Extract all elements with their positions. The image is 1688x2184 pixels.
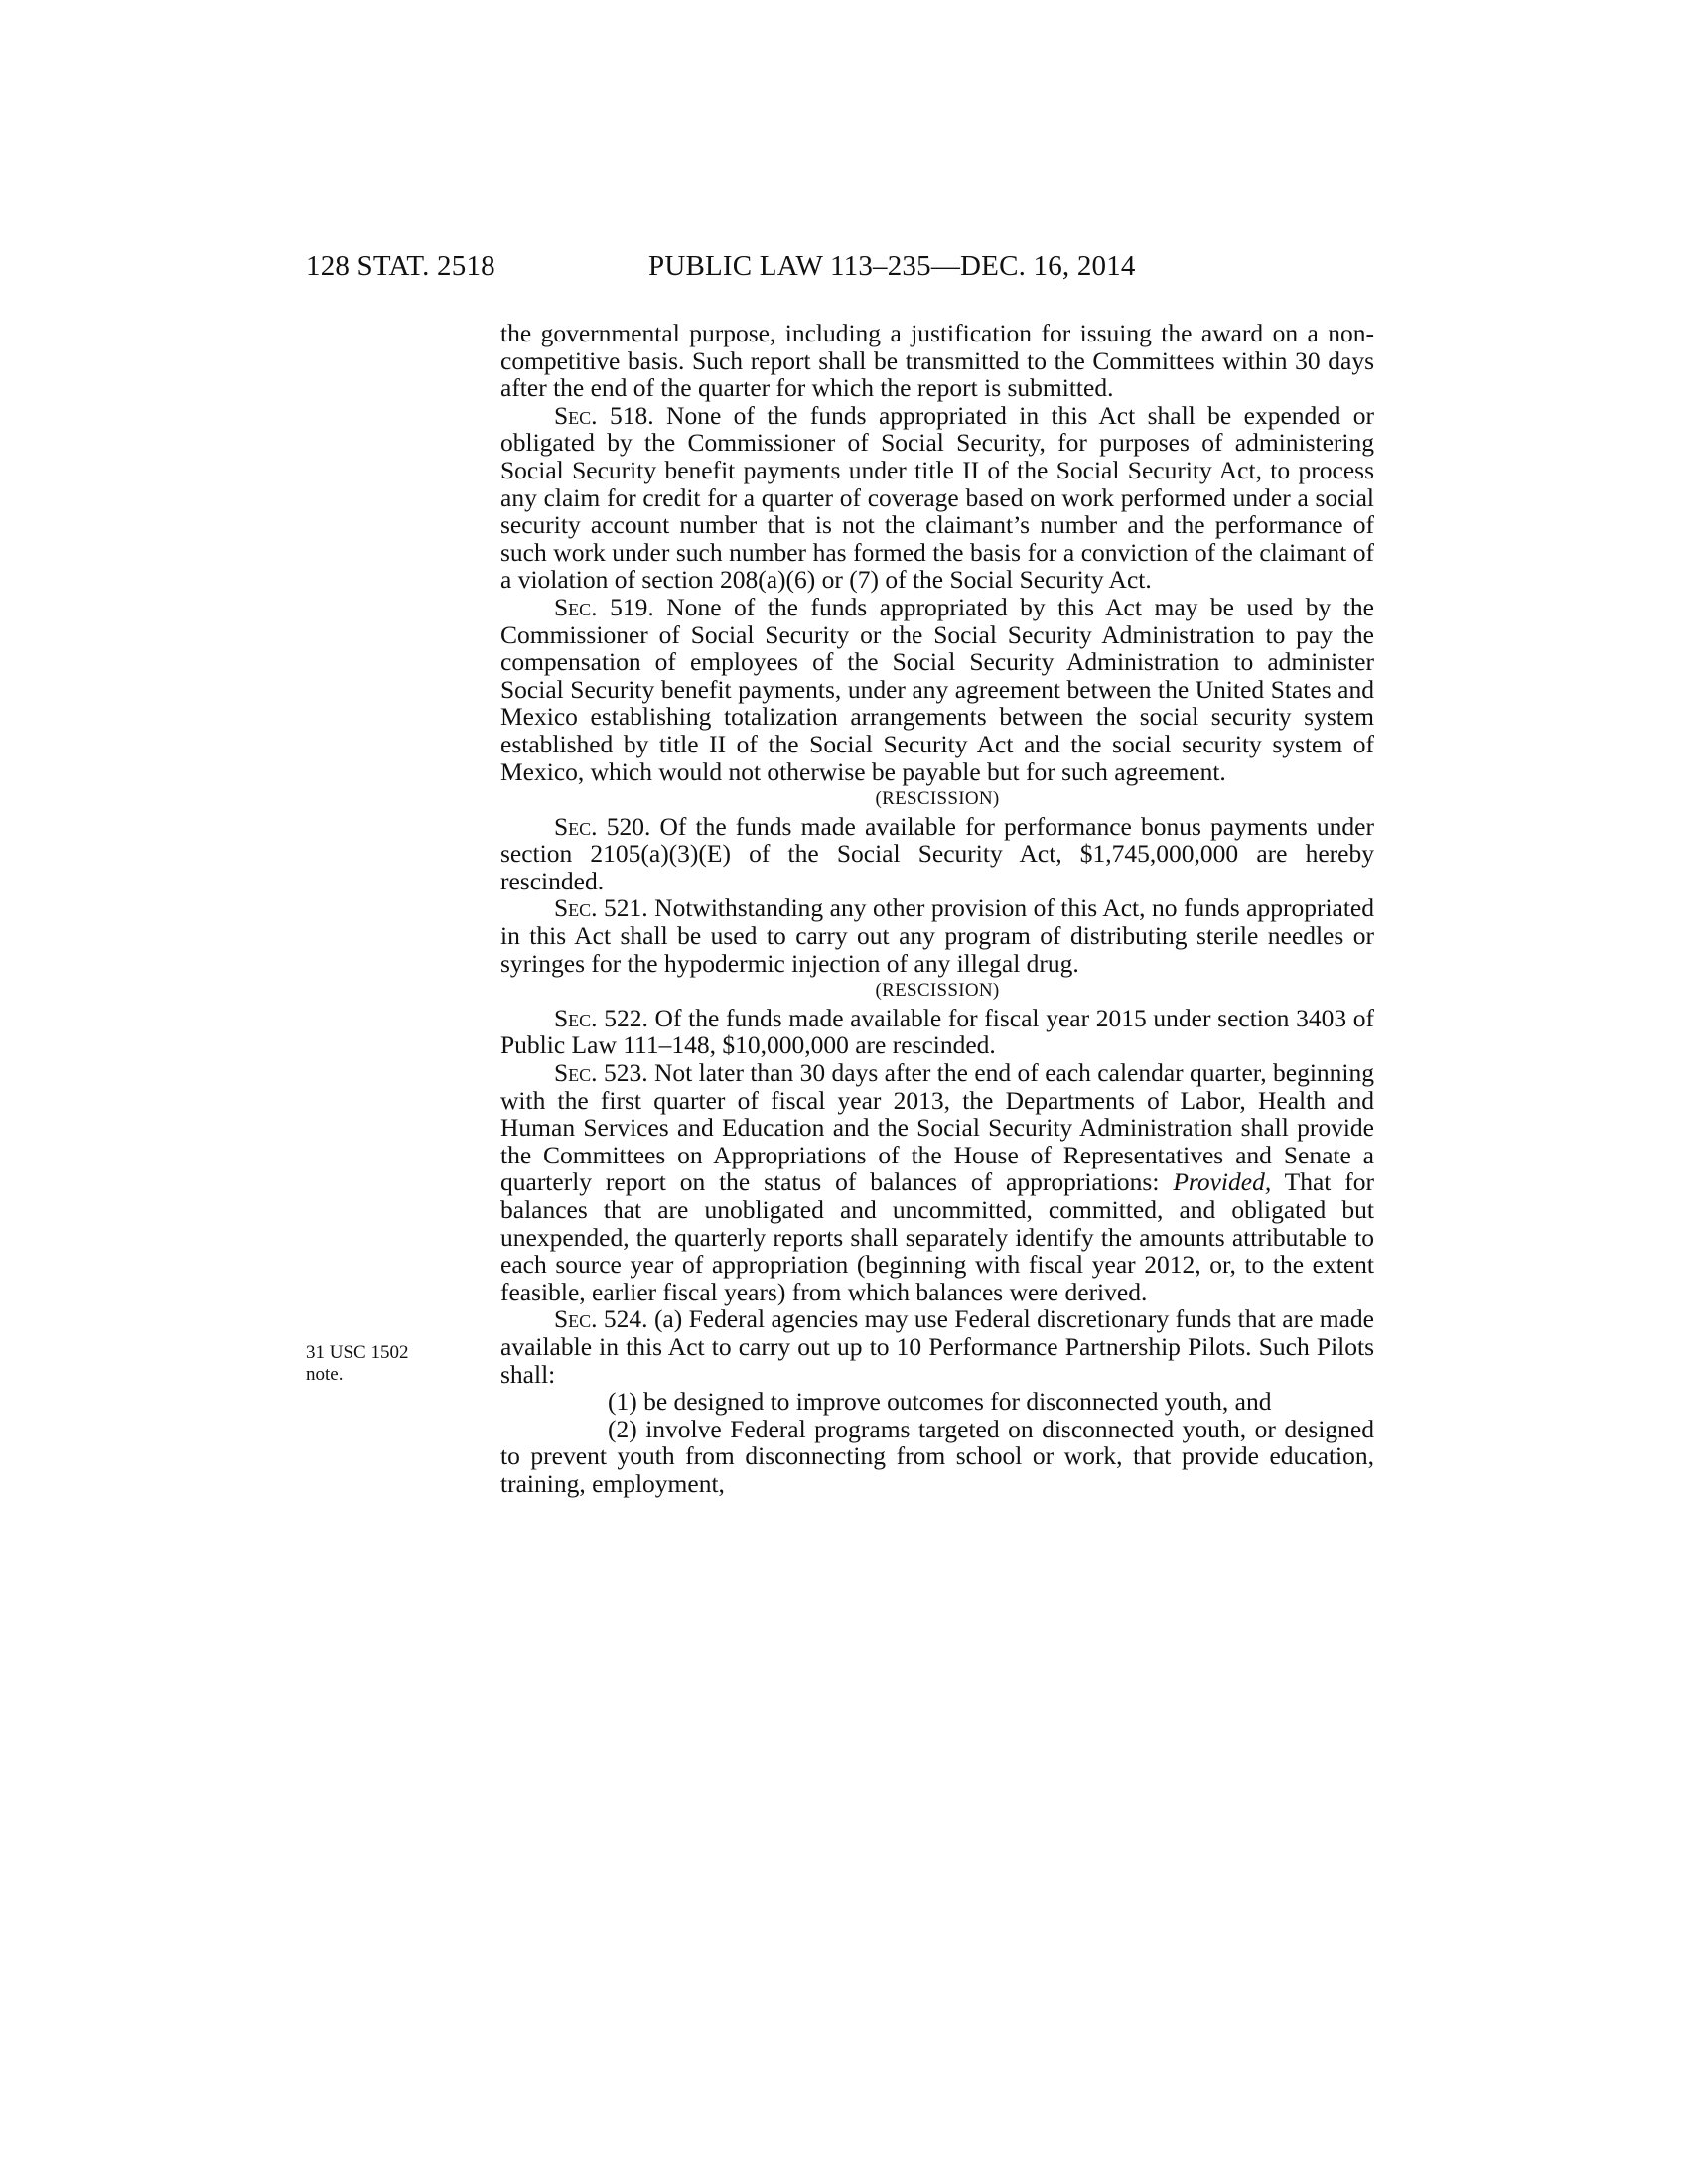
law-title: PUBLIC LAW 113–235—DEC. 16, 2014 — [648, 250, 1136, 282]
section-text: (a) Federal agencies may use Federal discretionary funds that are made available in this Act to carry out up to 10 Performance Partnership Pilots. Such Pilots shall: — [500, 1304, 1374, 1389]
section-521 — [500, 894, 1374, 977]
section-label: Sec. 520. — [554, 811, 651, 841]
rescission-heading: (RESCISSION) — [875, 980, 1000, 1002]
statute-page-reference: 128 STAT. 2518 — [306, 250, 495, 282]
margin-note-label: note. — [306, 1364, 344, 1385]
section-text: Notwithstanding any other provision of this Act, no funds appropriated in this Act shall be used to carry out any program of distributing sterile needles or syringes for the hypodermic injection of any illegal drug. — [500, 893, 1374, 978]
section-text: None of the funds appropriated in this Act shall be expended or obligated by the Commissioner of Social Security, for purposes of administering Social Security benefit payments under title II of the Social Security Act, to process any claim for credit for a quarter of coverage based on work performed under a social security account number that is not the claimant’s number and the performance of such work under such number has formed the basis for a conviction of the claimant of a violation of section 208(a)(6) or (7) of the Social Security Act. — [500, 400, 1374, 595]
section-520 — [500, 813, 1374, 895]
section-label: Sec. 524. — [554, 1304, 648, 1334]
margin-note — [306, 1342, 445, 1386]
section-label: Sec. 518. — [554, 400, 654, 430]
section-518 — [500, 402, 1374, 594]
list-item-1: (1) be designed to improve outcomes for disconnected youth, and — [608, 1387, 1272, 1417]
margin-note-citation: 31 USC 1502 — [306, 1342, 409, 1363]
proviso-term: Provided, — [1173, 1167, 1272, 1197]
section-519 — [500, 594, 1374, 785]
rescission-heading: (RESCISSION) — [875, 788, 1000, 810]
section-label: Sec. 523. — [554, 1058, 648, 1088]
section-text: Not later than 30 days after the end of each calendar quarter, beginning with the first quarter of fiscal year 2013, the Departments of Labor, Health and Human Services and Education and the Social Security Administration shall provide the Committees on Appropriations of the House of Representatives and Senate a quarterly report on the status of balances of appropriations: — [500, 1058, 1374, 1197]
section-label: Sec. 519. — [554, 592, 654, 621]
section-text: None of the funds appropriated by this Act may be used by the Commissioner of Social Security or the Social Security Administration to pay the compensation of employees of the Social Security Administration to administer Social Security benefit payments, under any agreement between the United States and Mexico establishing totalization arrangements between the social security system established by title II of the Social Security Act and the social security system of Mexico, which would not otherwise be payable but for such agreement. — [500, 592, 1374, 786]
section-text: Of the funds made available for performance bonus payments under section 2105(a)(3)(E) of the Social Security Act, $1,745,000,000 are hereby rescinded. — [500, 811, 1374, 895]
section-522 — [500, 1005, 1374, 1059]
document-body — [500, 320, 1374, 1498]
page-header — [306, 250, 1398, 290]
section-524 — [500, 1305, 1374, 1388]
list-item-2: (2) involve Federal programs targeted on disconnected youth, or designed to prevent youth from disconnecting from school or work, that provide education, training, employment, — [500, 1414, 1374, 1498]
section-label: Sec. 521. — [554, 893, 648, 923]
section-523 — [500, 1059, 1374, 1305]
section-label: Sec. 522. — [554, 1003, 648, 1032]
paragraph-continuation: the governmental purpose, including a justification for issuing the award on a non-competitive basis. Such report shall be transmitted to the Committees within 30 days after the end of the quarter for which the report is submitted. — [500, 319, 1374, 403]
section-text: That for balances that are unobligated and uncommitted, committed, and obligated but unexpended, the quarterly reports shall separately identify the amounts attributable to each source year of appropriation (beginning with fiscal year 2012, or, to the extent feasible, earlier fiscal years) from which balances were derived. — [500, 1167, 1374, 1306]
section-text: Of the funds made available for fiscal year 2015 under section 3403 of Public Law 111–148, $10,000,000 are rescinded. — [500, 1003, 1374, 1060]
